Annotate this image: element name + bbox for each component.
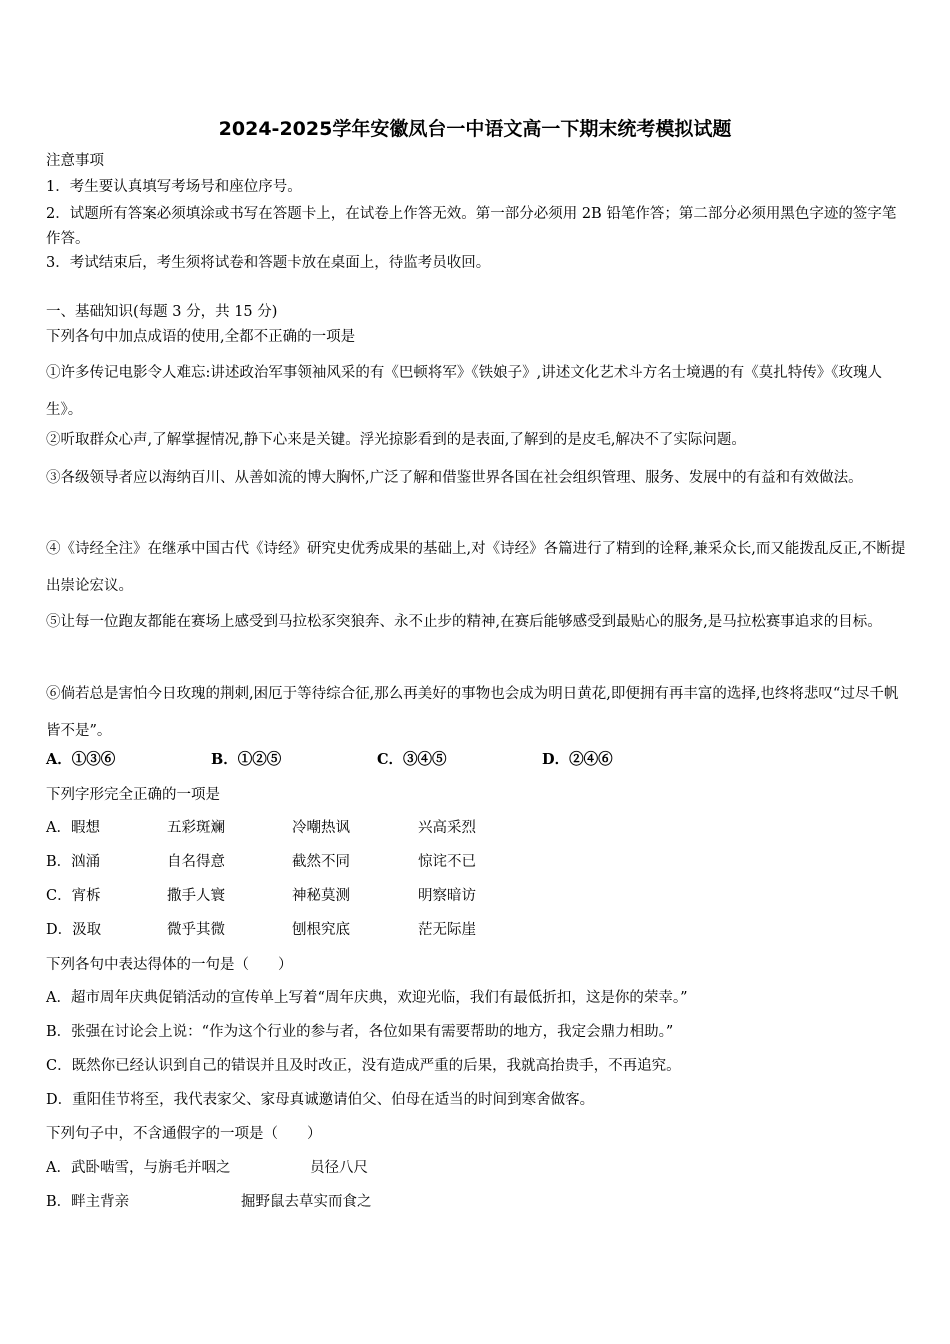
page-title: 2024-2025学年安徽凤台一中语文高一下期末统考模拟试题 [218,118,732,140]
q3-option-d: D．重阳佳节将至，我代表家父、家母真诚邀请伯父、伯母在适当的时间到寒舍做客。 [46,1092,595,1108]
q2-b-word-2: 自名得意 [167,854,225,870]
q2-c-word-1: C．宵柝 [46,888,101,904]
q1-option-b: B．①②⑤ [211,751,282,768]
q3-stem: 下列各句中表达得体的一句是（ ） [46,957,293,973]
q2-b-word-4: 惊诧不已 [418,854,476,870]
q1-item-3: ③各级领导者应以海纳百川、从善如流的博大胸怀,广泛了解和借鉴世界各国在社会组织管理、服务、发展中的有益和有效做法。 [46,470,863,486]
notice-item-1: 1．考生要认真填写考场号和座位序号。 [46,179,302,195]
q1-item-2: ②听取群众心声,了解掌握情况,静下心来是关键。浮光掠影看到的是表面,了解到的是皮毛,解决不了实际问题。 [46,432,746,448]
q2-d-word-4: 茫无际崖 [418,922,476,938]
q1-option-d: D．②④⑥ [542,751,613,768]
q3-option-b: B．张强在讨论会上说：“作为这个行业的参与者，各位如果有需要帮助的地方，我定会鼎力相助。” [46,1024,674,1040]
notice-item-2: 2．试题所有答案必须填涂或书写在答题卡上，在试卷上作答无效。第一部分必须用 2B 铅笔作答；第二部分必须用黑色字迹的签字笔作答。 [46,206,897,247]
q2-stem: 下列字形完全正确的一项是 [46,787,220,803]
q2-a-word-1: A．暇想 [46,820,100,836]
q4-stem: 下列句子中，不含通假字的一项是（ ） [46,1126,322,1142]
q1-option-c: C．③④⑤ [377,751,447,768]
section-heading: 一、基础知识(每题 3 分，共 15 分) [46,304,278,320]
q1-item-1: ①许多传记电影令人难忘:讲述政治军事领袖风采的有《巴顿将军》《铁娘子》,讲述文化艺术斗方名士境遇的有《莫扎特传》《玫瑰人生》。 [46,365,882,418]
q2-b-word-1: B．汹涌 [46,854,101,870]
q2-d-word-2: 微乎其微 [167,922,225,938]
q2-d-word-1: D．汲取 [46,922,102,938]
q2-d-word-3: 刨根究底 [292,922,350,938]
q1-stem: 下列各句中加点成语的使用,全都不正确的一项是 [46,329,356,345]
q4-b-part-1: B．畔主背亲 [46,1194,130,1210]
q4-b-part-2: 掘野鼠去草实而食之 [241,1194,372,1210]
q3-option-c: C．既然你已经认识到自己的错误并且及时改正，没有造成严重的后果，我就高抬贵手，不再追究。 [46,1058,681,1074]
q2-a-word-2: 五彩斑斓 [167,820,225,836]
q2-c-word-4: 明察暗访 [418,888,476,904]
notice-item-3: 3．考试结束后，考生须将试卷和答题卡放在桌面上，待监考员收回。 [46,255,491,271]
q2-c-word-3: 神秘莫测 [292,888,350,904]
q2-b-word-3: 截然不同 [292,854,350,870]
q2-a-word-3: 冷嘲热讽 [292,820,350,836]
q3-option-a: A．超市周年庆典促销活动的宣传单上写着“周年庆典，欢迎光临，我们有最低折扣，这是你的荣幸。” [46,990,688,1006]
q1-item-6: ⑥倘若总是害怕今日玫瑰的荆刺,困厄于等待综合征,那么再美好的事物也会成为明日黄花,即便拥有再丰富的选择,也终将悲叹“过尽千帆皆不是”。 [46,686,899,739]
q1-option-a: A．①③⑥ [46,751,116,768]
q2-c-word-2: 撒手人寰 [167,888,225,904]
q2-a-word-4: 兴高采烈 [418,820,476,836]
q4-a-part-2: 员径八尺 [310,1160,368,1176]
q1-item-4: ④《诗经全注》在继承中国古代《诗经》研究史优秀成果的基础上,对《诗经》各篇进行了精到的诠释,兼采众长,而又能拨乱反正,不断提出崇论宏议。 [46,541,906,594]
q4-a-part-1: A．武卧啮雪，与旃毛并咽之 [46,1160,231,1176]
q1-item-5: ⑤让每一位跑友都能在赛场上感受到马拉松豕突狼奔、永不止步的精神,在赛后能够感受到最贴心的服务,是马拉松赛事追求的目标。 [46,614,882,630]
notice-heading: 注意事项 [46,153,104,169]
